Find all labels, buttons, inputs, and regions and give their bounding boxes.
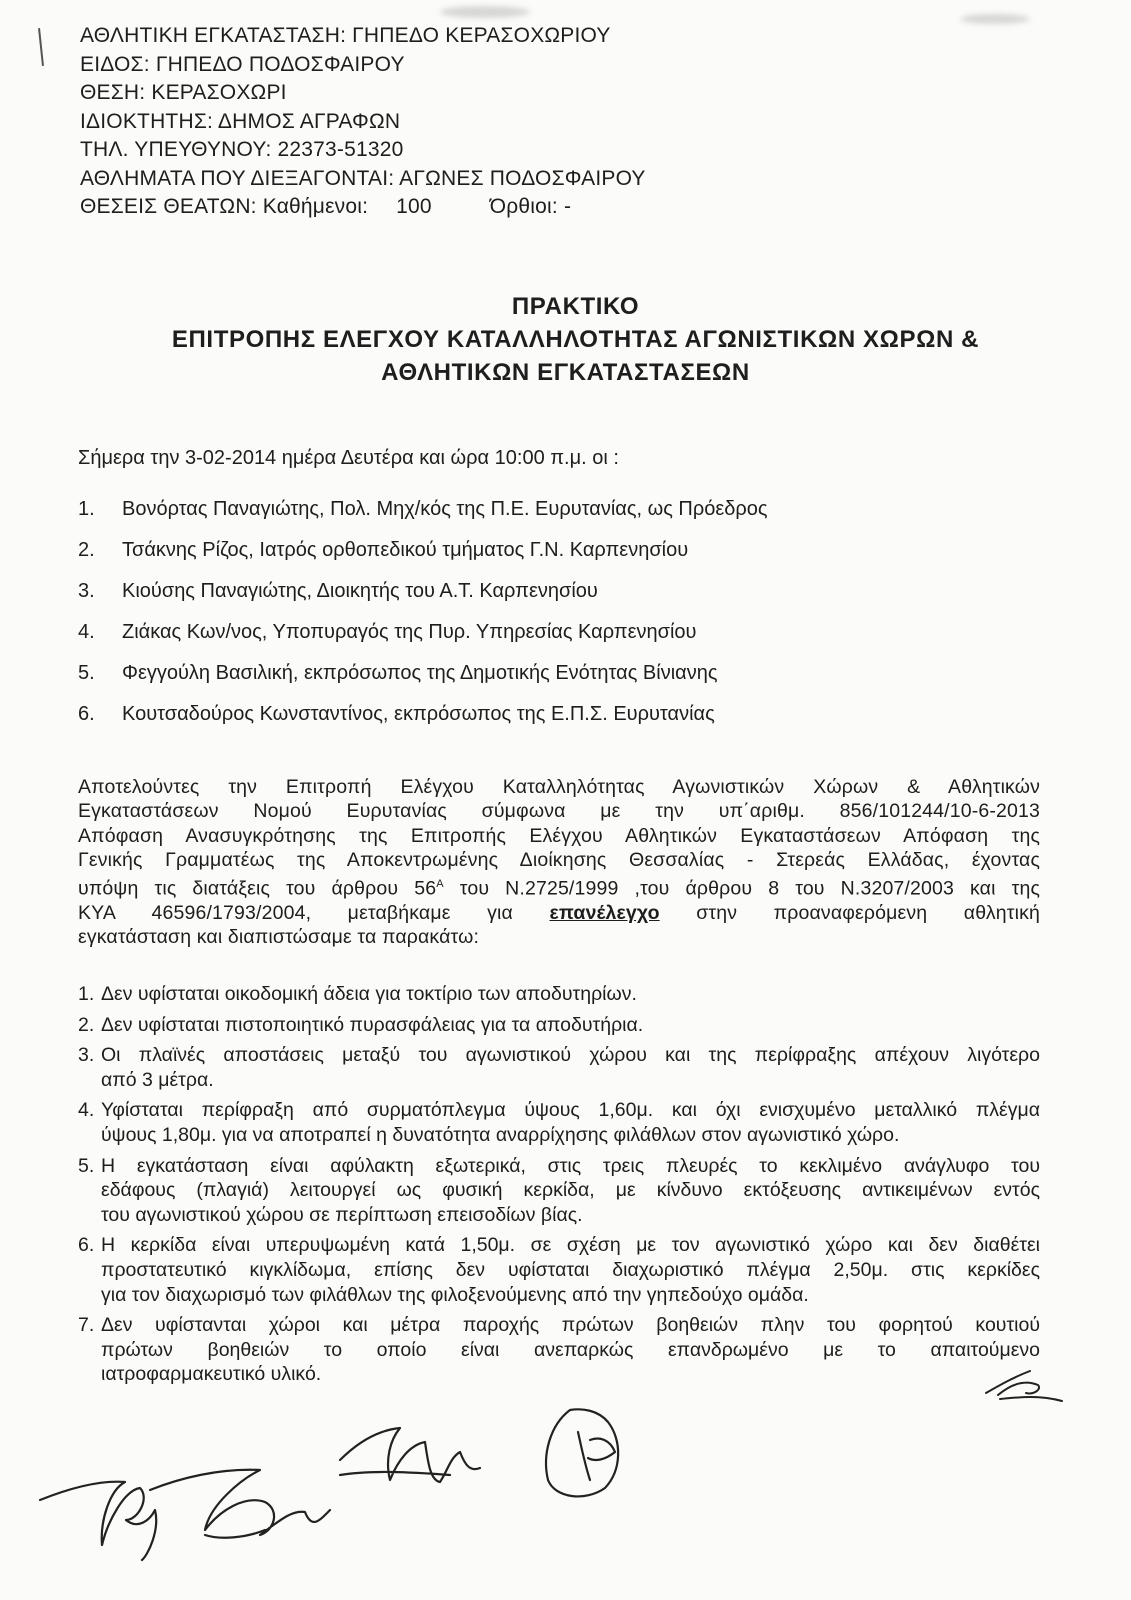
findings-list xyxy=(78,982,1040,1393)
finding-text: Η εγκατάσταση είναι αφύλακτη εξωτερικά, στις τρεις πλευρές το κεκλιμένο ανάγλυφο του xyxy=(101,1154,1040,1177)
finding-text: για τον διαχωρισμό των φιλάθλων της φιλοξενούμενης από την γηπεδούχο ομάδα. xyxy=(101,1283,809,1306)
finding-item xyxy=(78,1013,1040,1038)
finding-text: εδάφους (πλαγιά) λειτουργεί ως φυσική κερκίδα, με κίνδυνο εκτόξευσης αντικειμένων εντός xyxy=(101,1179,1040,1202)
facility-owner: ΙΔΙΟΚΤΗΤΗΣ: ΔΗΜΟΣ ΑΓΡΑΦΩΝ xyxy=(80,109,401,133)
title-line-3: ΑΘΛΗΤΙΚΩΝ ΕΓΚΑΤΑΣΤΑΣΕΩΝ xyxy=(381,359,750,386)
member-text: Φεγγούλη Βασιλική, εκπρόσωπος της Δημοτικής Ενότητας Βίνιανης xyxy=(122,662,718,684)
finding-text: προστατευτικό κιγκλίδωμα, επίσης δεν υφίσταται διαχωριστικό πλέγμα 2,50μ. στις κερκίδες xyxy=(101,1258,1040,1281)
finding-text: ιατροφαρμακευτικό υλικό. xyxy=(101,1363,322,1386)
spectator-seats xyxy=(80,193,646,222)
finding-number: 1. xyxy=(78,983,95,1005)
reinspection-emphasis: επανέλεγχο xyxy=(549,901,660,924)
article-superscript: Α xyxy=(436,878,444,891)
member-text: Κουτσαδούρος Κωνσταντίνος, εκπρόσωπος της Ε.Π.Σ. Ευρυτανίας xyxy=(122,703,715,725)
finding-text: Η κερκίδα είναι υπερυψωμένη κατά 1,50μ. σε σχέση με τον αγωνιστικό χώρο και δεν διαθέτει xyxy=(101,1234,1040,1257)
finding-text: Δεν υφίσταται οικοδομική άδεια για τοκτίριο των αποδυτηρίων. xyxy=(101,983,637,1005)
meeting-intro: Σήμερα την 3-02-2014 ημέρα Δευτέρα και ώρα 10:00 π.μ. οι : xyxy=(78,447,619,469)
finding-item xyxy=(78,982,1040,1007)
finding-number: 4. xyxy=(78,1099,95,1122)
title-line-2: ΕΠΙΤΡΟΠΗΣ ΕΛΕΓΧΟΥ ΚΑΤΑΛΛΗΛΟΤΗΤΑΣ ΑΓΩΝΙΣΤΙΚΩΝ ΧΩΡΩΝ & xyxy=(171,326,980,353)
facility-type: ΕΙΔΟΣ: ΓΗΠΕΔΟ ΠΟΔΟΣΦΑΙΡΟΥ xyxy=(80,52,405,76)
finding-text: Οι πλαϊνές αποστάσεις μεταξύ του αγωνιστικού χώρου και της περίφραξης απέχουν λιγότερο xyxy=(101,1044,1040,1067)
finding-text: Δεν υφίσταται πιστοποιητικό πυρασφάλειας για τα αποδυτήρια. xyxy=(101,1013,644,1036)
signature-4 xyxy=(546,1409,618,1496)
finding-number: 7. xyxy=(78,1314,95,1337)
member-text: Κιούσης Παναγιώτης, Διοικητής του Α.Τ. Καρπενησίου xyxy=(122,580,598,602)
committee-members-list xyxy=(78,498,768,744)
member-text: Βονόρτας Παναγιώτης, Πολ. Μηχ/κός της Π.Ε. Ευρυτανίας, ως Πρόεδρος xyxy=(122,498,768,520)
finding-number: 2. xyxy=(78,1013,95,1036)
signature-3 xyxy=(340,1428,480,1482)
facility-name: ΑΘΛΗΤΙΚΗ ΕΓΚΑΤΑΣΤΑΣΗ: ΓΗΠΕΔΟ ΚΕΡΑΣΟΧΩΡΙΟΥ xyxy=(80,24,611,47)
body-line: Αποτελούντες την Επιτροπή Ελέγχου Καταλληλότητας Αγωνιστικών Χώρων & Αθλητικών xyxy=(78,776,1040,798)
finding-text: από 3 μέτρα. xyxy=(101,1068,214,1091)
finding-text: ύψους 1,80μ. για να αποτραπεί η δυνατότητα αναρρίχησης φιλάθλων στον αγωνιστικό χώρο. xyxy=(101,1123,900,1146)
sports-held: ΑΘΛΗΜΑΤΑ ΠΟΥ ΔΙΕΞΑΓΟΝΤΑΙ: ΑΓΩΝΕΣ ΠΟΔΟΣΦΑΙΡΟΥ xyxy=(80,166,646,190)
list-item: 6. Κουτσαδούρος Κωνσταντίνος, εκπρόσωπος της Ε.Π.Σ. Ευρυτανίας xyxy=(78,703,715,725)
facility-location: ΘΕΣΗ: ΚΕΡΑΣΟΧΩΡΙ xyxy=(80,81,287,104)
document-title xyxy=(0,290,1131,389)
finding-text: πρώτων βοηθειών το οποίο είναι ανεπαρκώς επανδρωμένο με το απαιτούμενο xyxy=(101,1338,1040,1361)
list-item: 5. Φεγγούλη Βασιλική, εκπρόσωπος της Δημοτικής Ενότητας Βίνιανης xyxy=(78,662,718,684)
title-line-1: ΠΡΑΚΤΙΚΟ xyxy=(511,293,640,320)
finding-number: 5. xyxy=(78,1154,95,1177)
seats-standing: Όρθιοι: - xyxy=(489,195,572,218)
body-line: Απόφαση Ανασυγκρότησης της Επιτροπής Ελέγχου Αθλητικών Εγκαταστάσεων Απόφαση της xyxy=(78,824,1040,847)
finding-item xyxy=(78,1043,1040,1092)
page-initials xyxy=(980,1355,1070,1405)
signature-1 xyxy=(40,1482,156,1560)
member-text: Ζιάκας Κων/νος, Υποπυραγός της Πυρ. Υπηρεσίας Καρπενησίου xyxy=(122,621,697,643)
finding-text: του αγωνιστικού χώρου σε περίπτωση επεισοδίων βίας. xyxy=(101,1203,583,1226)
finding-item xyxy=(78,1098,1040,1147)
body-line: Εγκαταστάσεων Νομού Ευρυτανίας σύμφωνα με την υπ΄αριθμ. 856/101244/10-6-2013 xyxy=(78,800,1040,823)
finding-number: 6. xyxy=(78,1234,95,1257)
signature-2 xyxy=(150,1470,330,1538)
finding-text: Υφίσταται περίφραξη από συρματόπλεγμα ύψους 1,60μ. και όχι ενισχυμένο μεταλλικό πλέγμα xyxy=(101,1099,1040,1122)
signatures xyxy=(30,1370,670,1570)
body-line: εγκατάσταση και διαπιστώσαμε τα παρακάτω: xyxy=(78,926,480,949)
responsible-phone: ΤΗΛ. ΥΠΕΥΘΥΝΟΥ: 22373-51320 xyxy=(80,138,404,161)
seats-label: ΘΕΣΕΙΣ ΘΕΑΤΩΝ: Καθήμενοι: xyxy=(80,195,369,218)
body-paragraph xyxy=(78,775,1040,950)
list-item: 1. Βονόρτας Παναγιώτης, Πολ. Μηχ/κός της Π.Ε. Ευρυτανίας, ως Πρόεδρος xyxy=(78,498,768,520)
body-line: υπόψη τις διατάξεις του άρθρου $56^A$ του Ν.2725/1999 ,του άρθρου 8 του Ν.3207/2003 και της xyxy=(78,877,1040,900)
facility-header xyxy=(80,22,646,222)
scan-smudge xyxy=(440,6,530,18)
finding-item xyxy=(78,1233,1040,1307)
member-text: Τσάκνης Ρίζος, Ιατρός ορθοπεδικού τμήματος Γ.Ν. Καρπενησίου xyxy=(122,539,689,561)
finding-text: Δεν υφίστανται χώροι και μέτρα παροχής πρώτων βοηθειών πλην του φορητού κουτιού xyxy=(101,1314,1040,1337)
body-line: ΚΥΑ 46596/1793/2004, μεταβήκαμε για επανέλεγχο στην προαναφερόμενη αθλητική xyxy=(78,901,1040,924)
list-item: 2. Τσάκνης Ρίζος, Ιατρός ορθοπεδικού τμήματος Γ.Ν. Καρπενησίου xyxy=(78,539,689,561)
seats-seated-count: 100 xyxy=(396,195,432,218)
body-line: Γενικής Γραμματέως της Αποκεντρωμένης Διοίκησης Θεσσαλίας - Στερεάς Ελλάδας, έχοντας xyxy=(78,848,1040,871)
margin-tick-mark xyxy=(38,28,44,66)
finding-number: 3. xyxy=(78,1044,95,1067)
list-item: 4. Ζιάκας Κων/νος, Υποπυραγός της Πυρ. Υπηρεσίας Καρπενησίου xyxy=(78,621,697,643)
scan-smudge xyxy=(960,14,1030,24)
list-item: 3. Κιούσης Παναγιώτης, Διοικητής του Α.Τ. Καρπενησίου xyxy=(78,580,598,602)
finding-item xyxy=(78,1154,1040,1228)
